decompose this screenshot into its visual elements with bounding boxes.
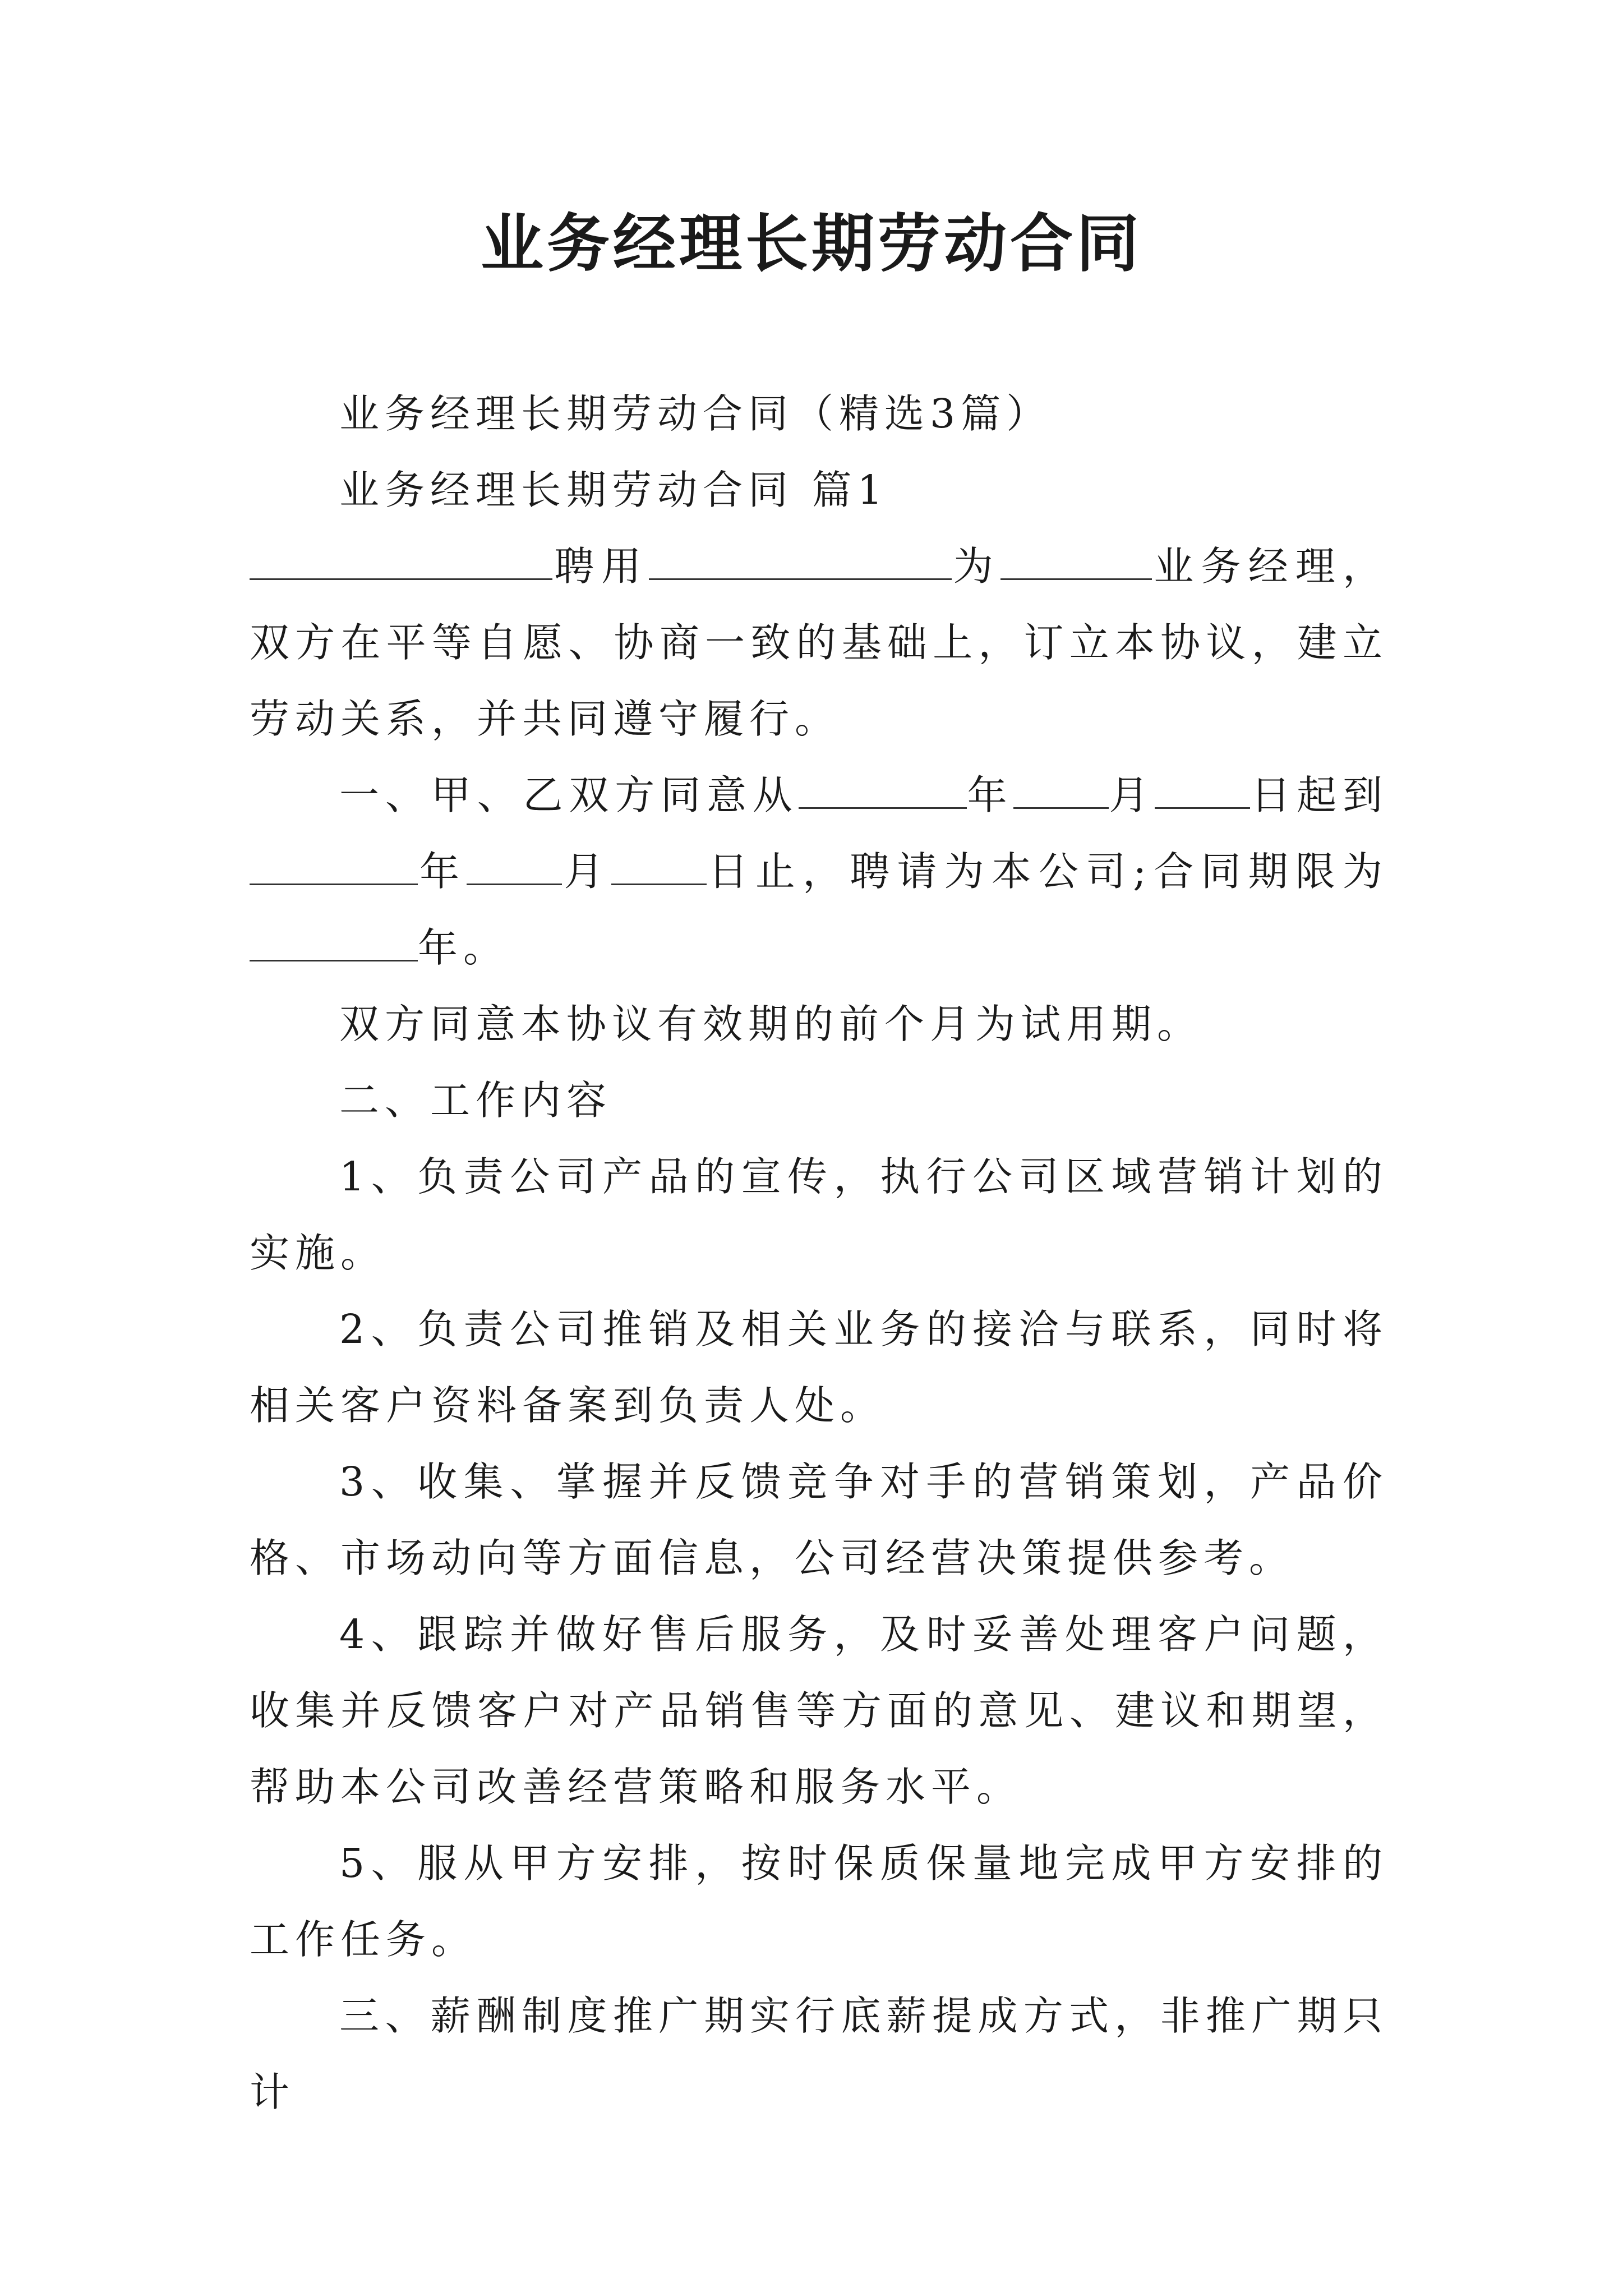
section-heading: 业务经理长期劳动合同 篇1 <box>339 467 888 513</box>
end-year-blank <box>250 850 418 885</box>
body-paragraph: 1、负责公司产品的宣传，执行公司区域营销计划的实施。 <box>250 1153 1388 1276</box>
document-title: 业务经理长期劳动合同 <box>481 208 1142 280</box>
start-day-label: 日起到 <box>1250 772 1388 818</box>
body-paragraph: 双方同意本协议有效期的前个月为试用期。 <box>339 1001 1203 1047</box>
end-day-blank <box>611 850 707 885</box>
start-year-label: 年 <box>966 772 1013 818</box>
term-clause-paragraph <box>250 757 1388 986</box>
start-month-blank <box>1013 774 1109 809</box>
role-text: 业务经理，双方在平等自愿、协商一致的基础上，订立本协议，建立劳动关系，并共同遵守履行。 <box>250 543 1388 742</box>
body-paragraph: 2、负责公司推销及相关业务的接洽与联系，同时将相关客户资料备案到负责人处。 <box>250 1306 1388 1429</box>
document-body <box>250 376 1388 2131</box>
as-word: 为 <box>951 543 1000 590</box>
body-paragraph: 4、跟踪并做好售后服务，及时妥善处理客户问题，收集并反馈客户对产品销售等方面的意见、建议和期望，帮助本公司改善经营策略和服务水平。 <box>250 1611 1388 1810</box>
term-lead: 一、甲、乙双方同意从 <box>339 772 799 818</box>
employer-blank <box>250 545 552 580</box>
employee-blank <box>649 545 952 580</box>
start-month-label: 月 <box>1108 772 1155 818</box>
body-paragraph: 二、工作内容 <box>339 1077 612 1124</box>
term-end-label: 年。 <box>418 924 509 971</box>
start-day-blank <box>1155 774 1250 809</box>
body-paragraph: 3、收集、掌握并反馈竞争对手的营销策划，产品价格、市场动向等方面信息，公司经营决策提供参考。 <box>250 1458 1388 1581</box>
intro-paragraph <box>250 528 1388 757</box>
end-year-label: 年 <box>418 848 467 895</box>
subtitle-paragraph: 业务经理长期劳动合同（精选3篇） <box>339 390 1052 437</box>
body-paragraph: 5、服从甲方安排，按时保质保量地完成甲方安排的工作任务。 <box>250 1840 1388 1963</box>
body-paragraph: 三、薪酬制度推广期实行底薪提成方式，非推广期只计 <box>250 1993 1388 2115</box>
end-month-blank <box>467 850 562 885</box>
hire-word: 聘用 <box>552 543 649 590</box>
end-month-label: 月 <box>562 848 611 895</box>
region-blank <box>1000 545 1152 580</box>
start-year-blank <box>799 774 967 809</box>
term-years-blank <box>250 926 418 961</box>
end-day-label: 日止，聘请为本公司;合同期限为 <box>706 848 1388 895</box>
